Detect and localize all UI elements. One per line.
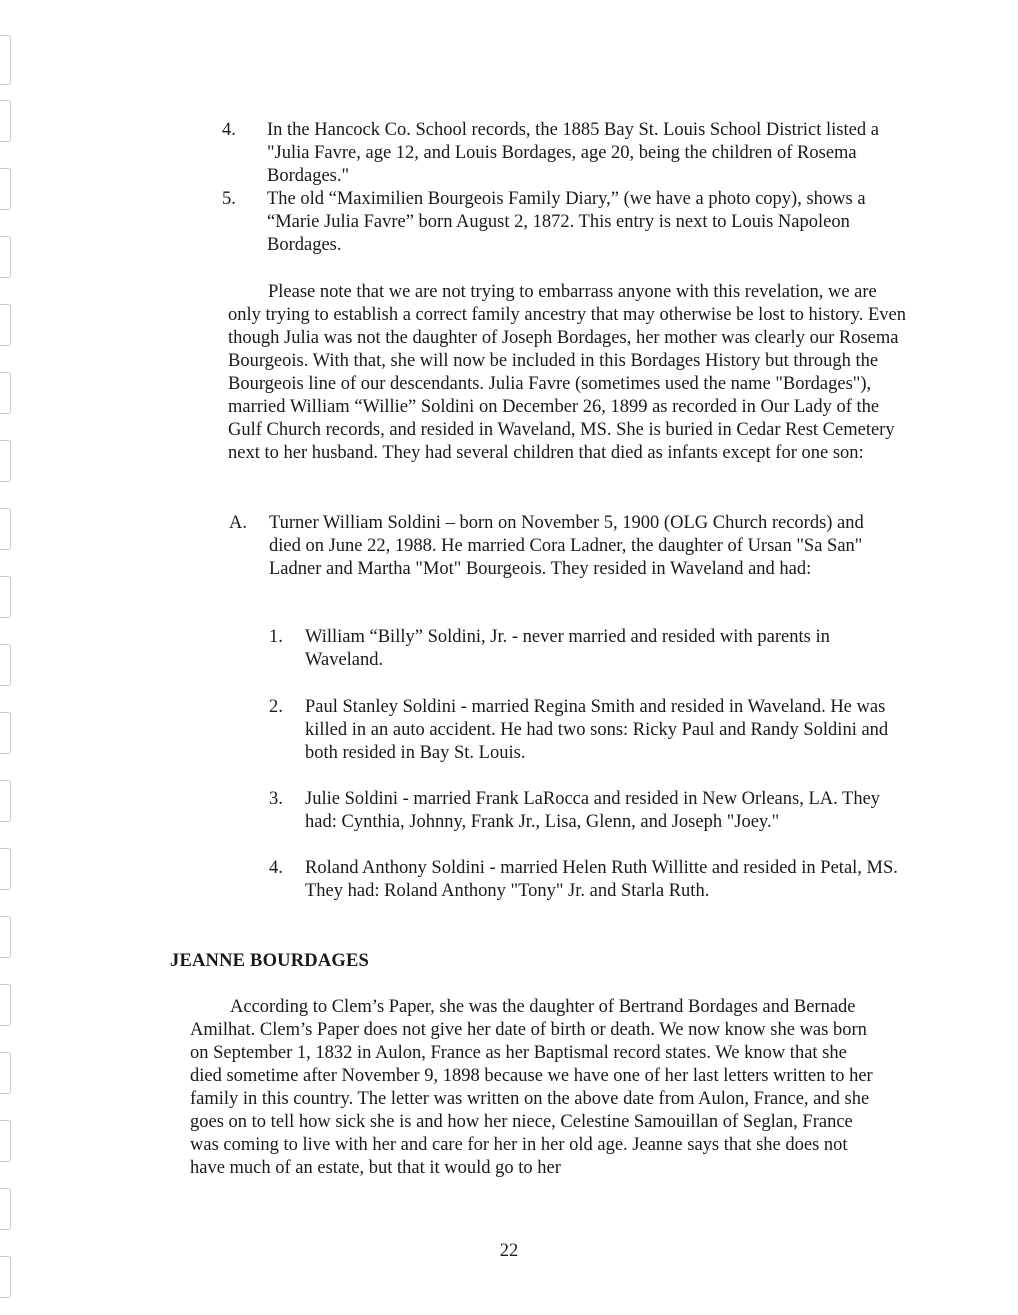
list-text: Roland Anthony Soldini - married Helen Ruth Willitte and resided in Petal, MS. They had: Roland Anthony "Tony" Jr. and Starla Ruth.	[305, 858, 898, 901]
list-number: 5.	[222, 189, 236, 209]
list-number: 3.	[269, 789, 283, 809]
list-text: Paul Stanley Soldini - married Regina Smith and resided in Waveland. He was killed in an auto accident. He had two sons: Ricky Paul and Randy Soldini and both resided in Bay St. Louis.	[305, 697, 889, 763]
list-number: 1.	[269, 627, 283, 647]
page-number: 22	[499, 1241, 519, 1261]
list-text: Turner William Soldini – born on November 5, 1900 (OLG Church records) and died on June 22, 1988. He married Cora Ladner, the daughter of Ursan "Sa San" Ladner and Martha "Mot" Bourgeois. They resided in Waveland and had:	[269, 513, 864, 579]
list-text: In the Hancock Co. School records, the 1885 Bay St. Louis School District listed a "Julia Favre, age 12, and Louis Bordages, age 20, being the children of Rosema Bordages."	[267, 120, 879, 186]
list-text: The old “Maximilien Bourgeois Family Diary,” (we have a photo copy), shows a “Marie Julia Favre” born August 2, 1872. This entry is next to Louis Napoleon Bordages.	[267, 189, 866, 255]
paragraph-jeanne: According to Clem’s Paper, she was the daughter of Bertrand Bordages and Bernade Amilhat. Clem’s Paper does not give her date of birth or death. We now know she was born on September 1, 1832 in Aulon, France as her Baptismal record states. We know that she died sometime after November 9, 1898 because we have one of her last letters written to her family in this country. The letter was written on the above date from Aulon, France, and she goes on to tell how sick she is and how her niece, Celestine Samouillan of Seglan, France was coming to live with her and care for her in her old age. Jeanne says that she does not have much of an estate, but that it would go to her	[190, 997, 873, 1178]
list-text: William “Billy” Soldini, Jr. - never married and resided with parents in Waveland.	[305, 627, 830, 670]
list-letter: A.	[229, 513, 247, 533]
list-number: 2.	[269, 697, 283, 717]
section-heading: JEANNE BOURDAGES	[170, 951, 370, 971]
list-number: 4.	[222, 120, 236, 140]
list-number: 4.	[269, 858, 283, 878]
paragraph-note: Please note that we are not trying to embarrass anyone with this revelation, we are only trying to establish a correct family ancestry that may otherwise be lost to history. Even though Julia was not the daughter of Joseph Bordages, her mother was clearly our Rosema Bourgeois. With that, she will now be included in this Bordages History but through the Bourgeois line of our descendants. Julia Favre (sometimes used the name "Bordages"), married William “Willie” Soldini on December 26, 1899 as recorded in Our Lady of the Gulf Church records, and resided in Waveland, MS. She is buried in Cedar Rest Cemetery next to her husband. They had several children that died as infants except for one son:	[228, 282, 906, 463]
list-text: Julie Soldini - married Frank LaRocca and resided in New Orleans, LA. They had: Cynthia, Johnny, Frank Jr., Lisa, Glenn, and Joseph "Joey."	[305, 789, 881, 832]
